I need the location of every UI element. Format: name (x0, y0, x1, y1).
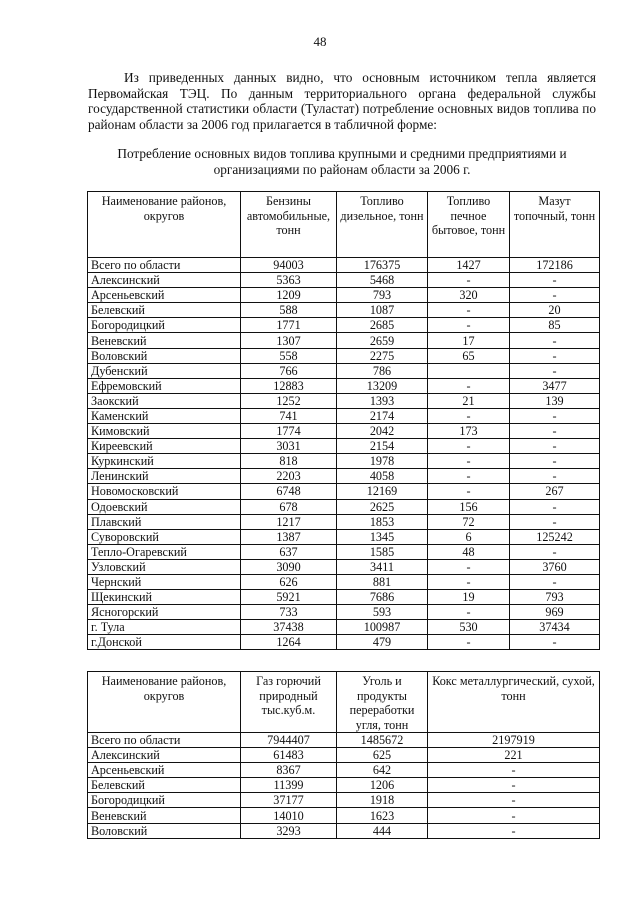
value-cell: - (428, 484, 510, 499)
value-cell: 4058 (337, 469, 428, 484)
fuel-consumption-table (87, 191, 600, 650)
value-cell: 13209 (337, 378, 428, 393)
value-cell: - (428, 763, 600, 778)
table-row (88, 363, 600, 378)
value-cell: 19 (428, 590, 510, 605)
table-row (88, 393, 600, 408)
table-row (88, 333, 600, 348)
header-fuel-oil: Мазут топочный, тонн (510, 192, 600, 258)
value-cell: 793 (510, 590, 600, 605)
value-cell: 85 (510, 318, 600, 333)
header-coke: Кокс металлургический, сухой, тонн (428, 672, 600, 733)
value-cell: - (428, 605, 510, 620)
value-cell: 444 (337, 823, 428, 838)
value-cell: 1623 (337, 808, 428, 823)
district-name-cell: г. Тула (88, 620, 241, 635)
table-row (88, 823, 600, 838)
intro-paragraph: Из приведенных данных видно, что основным источником тепла является Первомайская ТЭЦ. По данным территориального органа федеральной службы государственной статистики области (Туластат) потребление основных видов топлива по районам области за 2006 год прилагается в табличной форме: (88, 70, 596, 132)
district-name-cell: Плавский (88, 514, 241, 529)
value-cell: - (510, 499, 600, 514)
district-name-cell: Богородицкий (88, 318, 241, 333)
value-cell: 37434 (510, 620, 600, 635)
value-cell: 1978 (337, 454, 428, 469)
value-cell: 94003 (241, 258, 337, 273)
value-cell: 793 (337, 288, 428, 303)
table-row (88, 544, 600, 559)
value-cell: - (428, 559, 510, 574)
value-cell: 2203 (241, 469, 337, 484)
value-cell: - (510, 439, 600, 454)
table-caption (86, 146, 598, 177)
value-cell: 1264 (241, 635, 337, 650)
value-cell: 172186 (510, 258, 600, 273)
table-row (88, 408, 600, 423)
value-cell: 530 (428, 620, 510, 635)
district-name-cell: Алексинский (88, 748, 241, 763)
table-row (88, 574, 600, 589)
value-cell: 176375 (337, 258, 428, 273)
district-name-cell: Белевский (88, 303, 241, 318)
value-cell: - (428, 808, 600, 823)
value-cell: - (510, 454, 600, 469)
value-cell: - (510, 574, 600, 589)
table-row (88, 454, 600, 469)
value-cell: 642 (337, 763, 428, 778)
value-cell: 1774 (241, 424, 337, 439)
value-cell: 1206 (337, 778, 428, 793)
value-cell: 881 (337, 574, 428, 589)
value-cell: 20 (510, 303, 600, 318)
district-name-cell: Веневский (88, 808, 241, 823)
value-cell: 267 (510, 484, 600, 499)
value-cell: 3293 (241, 823, 337, 838)
value-cell: 65 (428, 348, 510, 363)
value-cell: 156 (428, 499, 510, 514)
value-cell: 1918 (337, 793, 428, 808)
value-cell: 626 (241, 574, 337, 589)
district-name-cell: Арсеньевский (88, 763, 241, 778)
table-row (88, 748, 600, 763)
district-name-cell: Ефремовский (88, 378, 241, 393)
district-name-cell: Всего по области (88, 733, 241, 748)
table-row (88, 514, 600, 529)
value-cell: 3090 (241, 559, 337, 574)
value-cell: - (428, 408, 510, 423)
district-name-cell: Ленинский (88, 469, 241, 484)
value-cell: - (510, 424, 600, 439)
gas-coal-table (87, 671, 600, 839)
value-cell: 786 (337, 363, 428, 378)
district-name-cell: Всего по области (88, 258, 241, 273)
value-cell: 2275 (337, 348, 428, 363)
value-cell: 766 (241, 363, 337, 378)
district-name-cell: Воловский (88, 348, 241, 363)
table-row (88, 288, 600, 303)
value-cell: 593 (337, 605, 428, 620)
value-cell: 48 (428, 544, 510, 559)
header-coal: Уголь и продукты переработки угля, тонн (337, 672, 428, 733)
table-row (88, 529, 600, 544)
district-name-cell: Алексинский (88, 273, 241, 288)
district-name-cell: Ясногорский (88, 605, 241, 620)
table-row (88, 808, 600, 823)
table-row (88, 378, 600, 393)
value-cell: - (428, 318, 510, 333)
value-cell: 61483 (241, 748, 337, 763)
value-cell: 2042 (337, 424, 428, 439)
value-cell: 2625 (337, 499, 428, 514)
value-cell: 12169 (337, 484, 428, 499)
value-cell: 1585 (337, 544, 428, 559)
value-cell: 678 (241, 499, 337, 514)
value-cell: 969 (510, 605, 600, 620)
value-cell: 125242 (510, 529, 600, 544)
value-cell: 72 (428, 514, 510, 529)
district-name-cell: Воловский (88, 823, 241, 838)
value-cell: 37438 (241, 620, 337, 635)
value-cell: 1853 (337, 514, 428, 529)
value-cell: - (428, 793, 600, 808)
table-row (88, 605, 600, 620)
district-name-cell: Киреевский (88, 439, 241, 454)
value-cell: 14010 (241, 808, 337, 823)
table-row (88, 620, 600, 635)
district-name-cell: Заокский (88, 393, 241, 408)
caption-line-2: организациями по районам области за 2006 г. (213, 161, 471, 177)
value-cell: 3411 (337, 559, 428, 574)
value-cell: 3477 (510, 378, 600, 393)
value-cell: - (510, 273, 600, 288)
value-cell: 5363 (241, 273, 337, 288)
value-cell: - (510, 469, 600, 484)
table-row (88, 303, 600, 318)
value-cell: 558 (241, 348, 337, 363)
header-diesel: Топливо дизельное, тонн (337, 192, 428, 258)
value-cell: - (510, 333, 600, 348)
value-cell: - (428, 823, 600, 838)
header-district: Наименование районов, округов (88, 192, 241, 258)
value-cell: - (428, 454, 510, 469)
value-cell: 2659 (337, 333, 428, 348)
value-cell: - (428, 303, 510, 318)
value-cell: - (428, 439, 510, 454)
value-cell: 1087 (337, 303, 428, 318)
value-cell: 8367 (241, 763, 337, 778)
value-cell: 1427 (428, 258, 510, 273)
page-number: 48 (313, 34, 327, 49)
district-name-cell: Новомосковский (88, 484, 241, 499)
district-name-cell: Белевский (88, 778, 241, 793)
value-cell: 17 (428, 333, 510, 348)
table-header-row (88, 672, 600, 733)
value-cell: 818 (241, 454, 337, 469)
table-row (88, 763, 600, 778)
value-cell: 100987 (337, 620, 428, 635)
value-cell: 479 (337, 635, 428, 650)
value-cell: 1485672 (337, 733, 428, 748)
table-row (88, 590, 600, 605)
value-cell: 733 (241, 605, 337, 620)
value-cell: 3031 (241, 439, 337, 454)
value-cell: 320 (428, 288, 510, 303)
value-cell: 1393 (337, 393, 428, 408)
value-cell: 3760 (510, 559, 600, 574)
value-cell: - (510, 544, 600, 559)
value-cell: 1209 (241, 288, 337, 303)
district-name-cell: г.Донской (88, 635, 241, 650)
value-cell: - (428, 574, 510, 589)
table-row (88, 733, 600, 748)
value-cell: 6748 (241, 484, 337, 499)
district-name-cell: Арсеньевский (88, 288, 241, 303)
value-cell: 6 (428, 529, 510, 544)
value-cell: 139 (510, 393, 600, 408)
table-row (88, 778, 600, 793)
value-cell: 5921 (241, 590, 337, 605)
table-row (88, 793, 600, 808)
value-cell: 221 (428, 748, 600, 763)
table-row (88, 258, 600, 273)
value-cell: 625 (337, 748, 428, 763)
value-cell: 37177 (241, 793, 337, 808)
table-row (88, 499, 600, 514)
value-cell: 7686 (337, 590, 428, 605)
value-cell: 1771 (241, 318, 337, 333)
district-name-cell: Суворовский (88, 529, 241, 544)
value-cell: 2685 (337, 318, 428, 333)
header-furnace-fuel: Топливо печное бытовое, тонн (428, 192, 510, 258)
value-cell: - (510, 363, 600, 378)
value-cell: - (510, 348, 600, 363)
value-cell: 2174 (337, 408, 428, 423)
value-cell: 2197919 (428, 733, 600, 748)
value-cell: - (510, 408, 600, 423)
table-row (88, 439, 600, 454)
value-cell: - (428, 778, 600, 793)
value-cell: 637 (241, 544, 337, 559)
value-cell: - (428, 273, 510, 288)
district-name-cell: Узловский (88, 559, 241, 574)
value-cell (428, 363, 510, 378)
value-cell: 21 (428, 393, 510, 408)
value-cell: 1345 (337, 529, 428, 544)
value-cell: - (510, 635, 600, 650)
district-name-cell: Богородицкий (88, 793, 241, 808)
table-row (88, 318, 600, 333)
value-cell: 588 (241, 303, 337, 318)
district-name-cell: Одоевский (88, 499, 241, 514)
value-cell: 1252 (241, 393, 337, 408)
table-row (88, 559, 600, 574)
district-name-cell: Тепло-Огаревский (88, 544, 241, 559)
value-cell: - (510, 288, 600, 303)
district-name-cell: Каменский (88, 408, 241, 423)
value-cell: 12883 (241, 378, 337, 393)
table-header-row (88, 192, 600, 258)
value-cell: 11399 (241, 778, 337, 793)
value-cell: - (428, 469, 510, 484)
table-row (88, 469, 600, 484)
value-cell: - (428, 378, 510, 393)
value-cell: 173 (428, 424, 510, 439)
value-cell: 1217 (241, 514, 337, 529)
table-row (88, 424, 600, 439)
table-row (88, 635, 600, 650)
value-cell: 1387 (241, 529, 337, 544)
value-cell: 741 (241, 408, 337, 423)
value-cell: 1307 (241, 333, 337, 348)
caption-line-1: Потребление основных видов топлива крупными и средними предприятиями и (117, 146, 567, 161)
district-name-cell: Дубенский (88, 363, 241, 378)
table-row (88, 273, 600, 288)
table-row (88, 484, 600, 499)
header-natural-gas: Газ горючий природный тыс.куб.м. (241, 672, 337, 733)
district-name-cell: Чернский (88, 574, 241, 589)
value-cell: - (510, 514, 600, 529)
table-row (88, 348, 600, 363)
district-name-cell: Куркинский (88, 454, 241, 469)
district-name-cell: Кимовский (88, 424, 241, 439)
district-name-cell: Веневский (88, 333, 241, 348)
header-gasoline: Бензины автомобильные, тонн (241, 192, 337, 258)
header-district: Наименование районов, округов (88, 672, 241, 733)
district-name-cell: Щекинский (88, 590, 241, 605)
value-cell: 5468 (337, 273, 428, 288)
value-cell: 2154 (337, 439, 428, 454)
value-cell: 7944407 (241, 733, 337, 748)
value-cell: - (428, 635, 510, 650)
